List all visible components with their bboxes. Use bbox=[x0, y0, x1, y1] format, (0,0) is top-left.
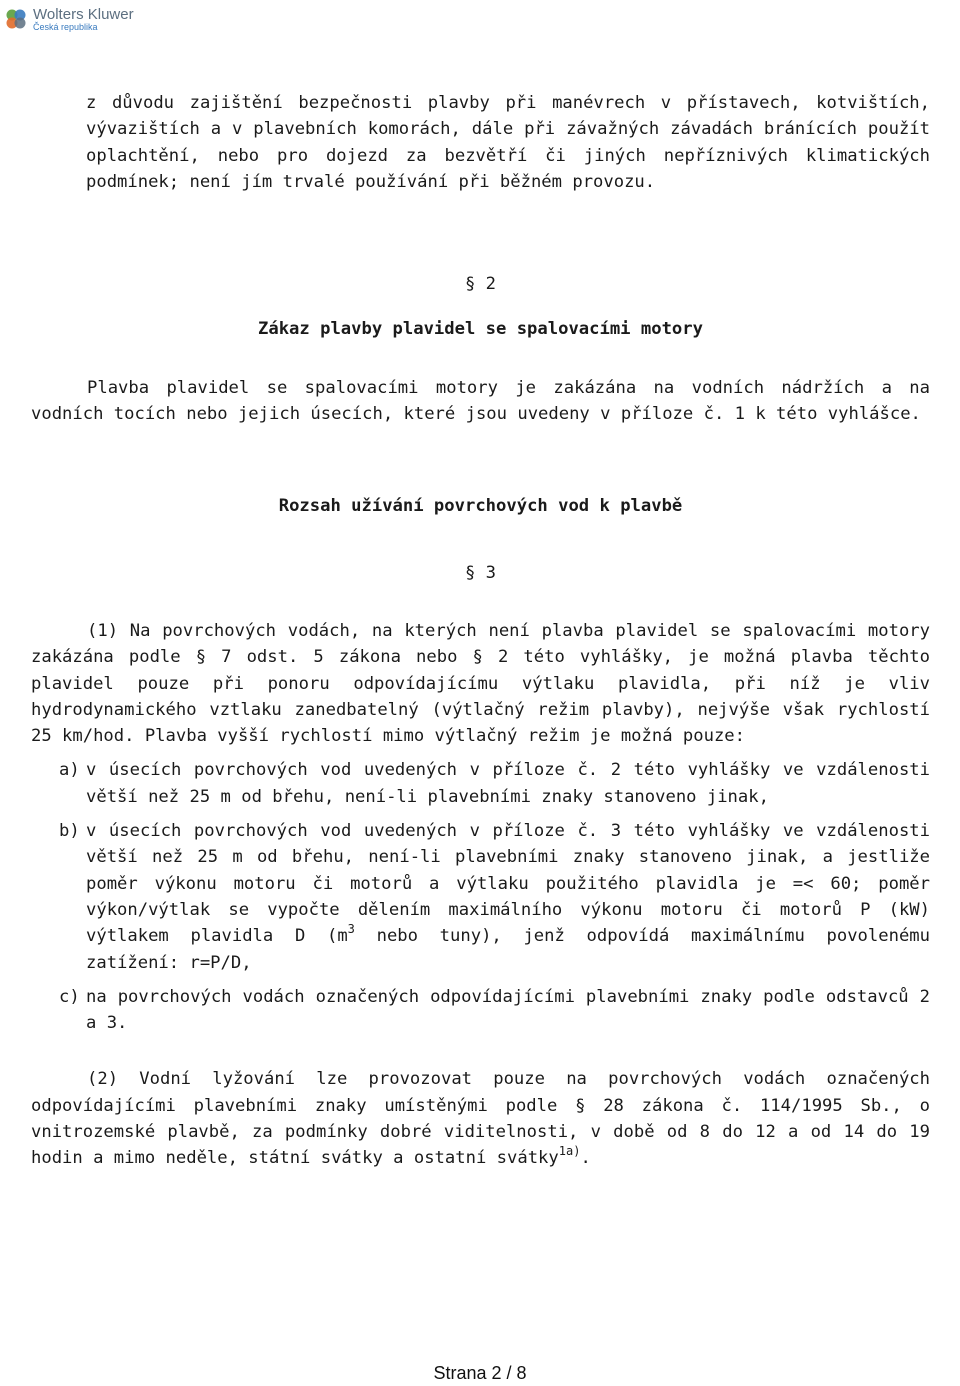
list-item bbox=[31, 818, 930, 976]
document-body bbox=[31, 90, 930, 1172]
list-item-text: v úsecích povrchových vod uvedených v příloze č. 2 této vyhlášky ve vzdálenosti větší než 25 m od břehu, není-li plavebními znaky stanoveno jinak, bbox=[86, 760, 930, 807]
section-3-item-list bbox=[31, 757, 930, 1036]
list-item-label: b) bbox=[59, 821, 80, 842]
publisher-logo bbox=[4, 4, 134, 34]
list-item-label: c) bbox=[59, 986, 80, 1007]
footnote-reference: 1a) bbox=[558, 1144, 581, 1159]
list-item-text bbox=[86, 818, 930, 976]
section-2-sign: § 2 bbox=[464, 274, 497, 295]
section-3-paragraph-2 bbox=[31, 1066, 930, 1171]
section-2-title: Zákaz plavby plavidel se spalovacími motory bbox=[258, 319, 703, 340]
part-title: Rozsah užívání povrchových vod k plavbě bbox=[278, 496, 683, 517]
list-item-text: na povrchových vodách označených odpovídajícími plavebními znaky podle odstavců 2 a 3. bbox=[86, 986, 930, 1034]
wolters-kluwer-logo-icon bbox=[4, 7, 28, 31]
brand-subtitle: Česká republika bbox=[33, 21, 98, 32]
paragraph-text: (2) Vodní lyžování lze provozovat pouze na povrchových vodách označených odpovídajícími plavebními znaky umístěnými podle § 28 zákona č. 114/1995 Sb., o vnitrozemské plavbě, za podmínky dobré viditelnosti, v době od 8 do 12 a od 14 do 19 hodin a mimo neděle, státní svátky a ostatní svátky bbox=[31, 1069, 930, 1169]
list-item bbox=[31, 984, 930, 1037]
list-item-label: a) bbox=[59, 760, 80, 781]
section-3-sign: § 3 bbox=[464, 562, 497, 583]
list-item bbox=[31, 757, 930, 810]
list-item-text-part: v úsecích povrchových vod uvedených v příloze č. 3 této vyhlášky ve vzdálenosti větší než 25 m od břehu, není-li plavebními znaky stanoveno jinak, a jestliže poměr výkonu motoru či motorů a výtlaku použitého plavidla je =< 60; poměr výkon/výtlak se vypočte dělením maximálního výkonu motoru či motorů P (kW) výtlakem plavidla D (m bbox=[86, 821, 930, 947]
paragraph-end: . bbox=[580, 1148, 591, 1169]
superscript: 3 bbox=[347, 922, 355, 937]
section-2-text: Plavba plavidel se spalovacími motory je zakázána na vodních nádržích a na vodních tocích nebo jejich úsecích, které jsou uvedeny v příloze č. 1 k této vyhlášce. bbox=[31, 377, 930, 425]
continuation-paragraph: z důvodu zajištění bezpečnosti plavby při manévrech v přístavech, kotvištích, vývazištích a v plavebních komorách, dále při závažných závadách bránících použít oplachtění, nebo pro dojezd za bezvětří či jiných nepříznivých klimatických podmínek; není jím trvalé používání při běžném provozu. bbox=[86, 93, 930, 192]
brand-name: Wolters Kluwer bbox=[33, 5, 134, 23]
list-item-text-part: nebo tuny), jenž odpovídá maximálnímu povolenému zatížení: r=P/D, bbox=[86, 926, 930, 973]
page-number: Strana 2 / 8 bbox=[433, 1363, 527, 1383]
section-3-paragraph-1: (1) Na povrchových vodách, na kterých není plavba plavidel se spalovacími motory zakázána podle § 7 odst. 5 zákona nebo § 2 této vyhlášky, je možná plavba těchto plavidel pouze při ponoru odpovídajícímu výtlaku plavidla, při níž je vliv hydrodynamického vztlaku zanedbatelný (výtlačný režim plavby), nejvýše však rychlostí 25 km/hod. Plavba vyšší rychlostí mimo výtlačný režim je možná pouze: bbox=[31, 620, 930, 747]
